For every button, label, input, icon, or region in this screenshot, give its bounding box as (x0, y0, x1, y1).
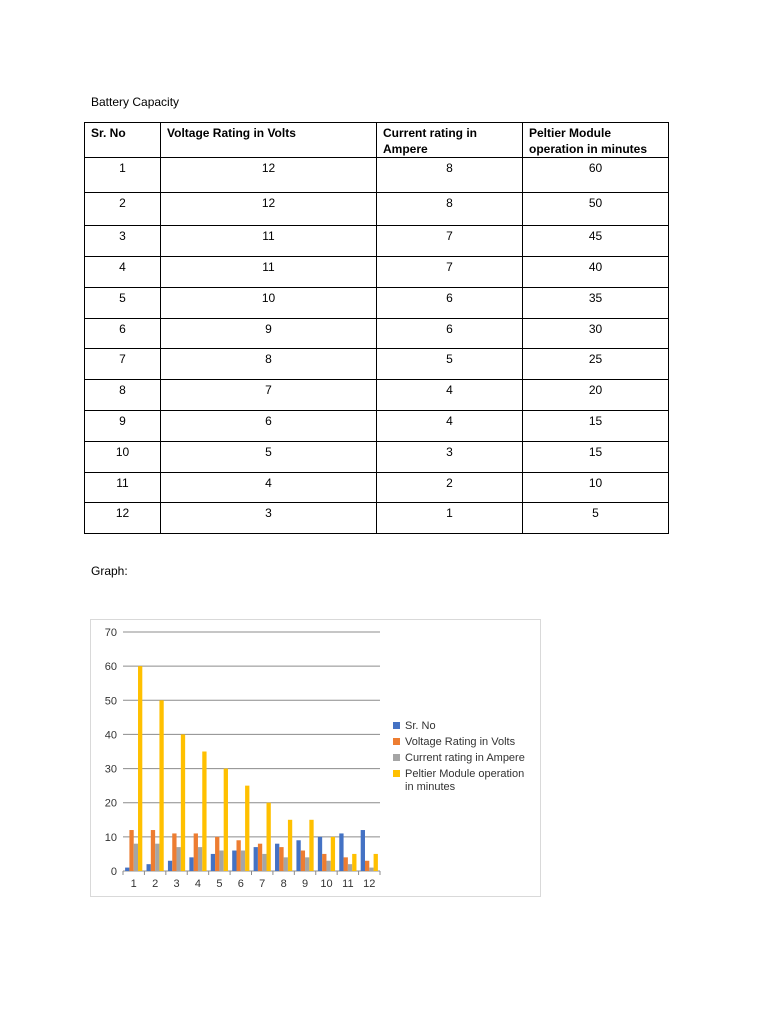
bar-series-4 (181, 734, 185, 871)
battery-capacity-table (84, 122, 669, 534)
bar-series-4 (159, 700, 163, 871)
table-row (85, 442, 669, 473)
bar-series-4 (138, 666, 142, 871)
x-tick-label: 5 (216, 878, 223, 890)
bar-series-4 (245, 786, 249, 871)
y-tick-label: 20 (104, 797, 117, 810)
bar-series-2 (322, 854, 326, 871)
x-tick-label: 1 (130, 878, 137, 890)
cell-voltage: 10 (161, 288, 377, 319)
cell-voltage: 3 (161, 503, 377, 534)
legend-swatch-series-4 (393, 770, 400, 777)
legend-label: Current rating in Ampere (405, 752, 525, 764)
cell-operation-minutes: 40 (523, 257, 669, 288)
legend-label: Sr. No (405, 720, 436, 732)
bar-series-3 (241, 851, 245, 871)
graph-heading: Graph: (91, 564, 128, 578)
cell-sr-no: 5 (85, 288, 161, 319)
y-tick-label: 50 (104, 695, 117, 708)
bar-series-3 (369, 868, 373, 871)
bar-series-3 (155, 844, 159, 871)
x-tick-label: 4 (194, 878, 202, 890)
bar-series-1 (232, 851, 236, 871)
bar-series-3 (198, 847, 202, 871)
cell-sr-no: 8 (85, 380, 161, 411)
table-row (85, 319, 669, 349)
cell-operation-minutes: 60 (523, 158, 669, 193)
bar-series-4 (374, 854, 378, 871)
bar-series-3 (348, 864, 352, 871)
cell-voltage: 8 (161, 349, 377, 380)
table-row (85, 380, 669, 411)
cell-operation-minutes: 15 (523, 411, 669, 442)
cell-sr-no: 12 (85, 503, 161, 534)
bar-series-3 (134, 844, 138, 871)
bar-series-2 (279, 847, 283, 871)
bar-series-1 (168, 861, 172, 871)
cell-operation-minutes: 35 (523, 288, 669, 319)
bar-series-3 (262, 854, 266, 871)
x-tick-label: 11 (342, 878, 354, 890)
cell-voltage: 12 (161, 193, 377, 226)
table-header-row (85, 123, 669, 158)
x-tick-label: 12 (363, 878, 376, 890)
cell-current: 3 (377, 442, 523, 473)
x-tick-label: 7 (259, 878, 266, 890)
legend-swatch-series-1 (393, 722, 400, 729)
column-header-voltage: Voltage Rating in Volts (161, 123, 377, 158)
bar-series-2 (258, 844, 262, 871)
cell-voltage: 4 (161, 473, 377, 503)
legend-swatch-series-2 (393, 738, 400, 745)
cell-voltage: 11 (161, 226, 377, 257)
cell-operation-minutes: 25 (523, 349, 669, 380)
cell-sr-no: 6 (85, 319, 161, 349)
column-header-current: Current rating in Ampere (377, 123, 523, 158)
bar-series-1 (254, 847, 258, 871)
cell-operation-minutes: 20 (523, 380, 669, 411)
cell-operation-minutes: 15 (523, 442, 669, 473)
y-tick-label: 40 (104, 729, 117, 742)
bar-series-4 (352, 854, 356, 871)
cell-current: 8 (377, 158, 523, 193)
cell-voltage: 6 (161, 411, 377, 442)
bar-series-2 (301, 851, 305, 871)
bar-series-2 (129, 830, 133, 871)
column-header-operation-minutes: Peltier Module operation in minutes (523, 123, 669, 158)
bar-series-2 (215, 837, 219, 871)
cell-current: 8 (377, 193, 523, 226)
cell-voltage: 9 (161, 319, 377, 349)
cell-sr-no: 10 (85, 442, 161, 473)
table-row (85, 503, 669, 534)
table-row (85, 193, 669, 226)
bar-series-1 (189, 857, 193, 871)
bar-series-3 (284, 857, 288, 871)
bar-series-3 (177, 847, 181, 871)
cell-operation-minutes: 5 (523, 503, 669, 534)
bar-chart-svg (91, 620, 542, 898)
x-tick-label: 8 (280, 878, 287, 890)
legend-label: in minutes (405, 781, 456, 793)
table-row (85, 257, 669, 288)
cell-operation-minutes: 45 (523, 226, 669, 257)
y-tick-label: 60 (104, 661, 117, 674)
bar-series-1 (125, 868, 129, 871)
cell-current: 7 (377, 257, 523, 288)
bar-series-1 (361, 830, 365, 871)
cell-current: 4 (377, 411, 523, 442)
x-tick-label: 6 (237, 878, 244, 890)
bar-series-3 (219, 851, 223, 871)
document-heading: Battery Capacity (91, 95, 180, 109)
cell-voltage: 5 (161, 442, 377, 473)
cell-sr-no: 4 (85, 257, 161, 288)
cell-current: 7 (377, 226, 523, 257)
bar-series-2 (365, 861, 369, 871)
cell-current: 2 (377, 473, 523, 503)
y-tick-label: 10 (104, 831, 117, 844)
table-row (85, 411, 669, 442)
cell-sr-no: 7 (85, 349, 161, 380)
column-header-sr-no: Sr. No (85, 123, 161, 158)
y-tick-label: 0 (110, 866, 117, 878)
cell-current: 4 (377, 380, 523, 411)
table-row (85, 473, 669, 503)
bar-series-4 (267, 803, 271, 871)
bar-series-4 (288, 820, 292, 871)
bar-chart (90, 619, 541, 897)
bar-series-4 (202, 752, 206, 872)
table-row (85, 288, 669, 319)
bar-series-2 (194, 833, 198, 871)
bar-series-4 (224, 769, 228, 871)
cell-sr-no: 3 (85, 226, 161, 257)
cell-operation-minutes: 10 (523, 473, 669, 503)
cell-operation-minutes: 50 (523, 193, 669, 226)
bar-series-1 (296, 840, 300, 871)
bar-series-2 (151, 830, 155, 871)
table-row (85, 349, 669, 380)
cell-current: 1 (377, 503, 523, 534)
bar-series-1 (339, 833, 343, 871)
y-tick-label: 30 (104, 763, 117, 776)
table-row (85, 158, 669, 193)
x-tick-label: 10 (320, 878, 333, 890)
cell-current: 6 (377, 319, 523, 349)
x-tick-label: 9 (301, 878, 309, 890)
cell-voltage: 7 (161, 380, 377, 411)
bar-series-1 (318, 837, 322, 871)
cell-sr-no: 1 (85, 158, 161, 193)
cell-current: 6 (377, 288, 523, 319)
bar-series-2 (344, 857, 348, 871)
legend-label: Voltage Rating in Volts (405, 736, 516, 748)
bar-series-4 (331, 837, 335, 871)
bar-series-4 (309, 820, 313, 871)
cell-current: 5 (377, 349, 523, 380)
bar-series-1 (211, 854, 215, 871)
y-tick-label: 70 (104, 627, 117, 639)
bar-series-1 (275, 844, 279, 871)
bar-series-2 (172, 833, 176, 871)
legend-label: Peltier Module operation (405, 768, 525, 780)
cell-voltage: 11 (161, 257, 377, 288)
legend-swatch-series-3 (393, 754, 400, 761)
bar-series-3 (326, 861, 330, 871)
bar-series-1 (147, 864, 151, 871)
x-tick-label: 2 (152, 878, 159, 890)
cell-sr-no: 2 (85, 193, 161, 226)
x-tick-label: 3 (173, 878, 180, 890)
table-row (85, 226, 669, 257)
bar-series-3 (305, 857, 309, 871)
bar-series-2 (236, 840, 240, 871)
cell-voltage: 12 (161, 158, 377, 193)
cell-sr-no: 11 (85, 473, 161, 503)
cell-operation-minutes: 30 (523, 319, 669, 349)
cell-sr-no: 9 (85, 411, 161, 442)
